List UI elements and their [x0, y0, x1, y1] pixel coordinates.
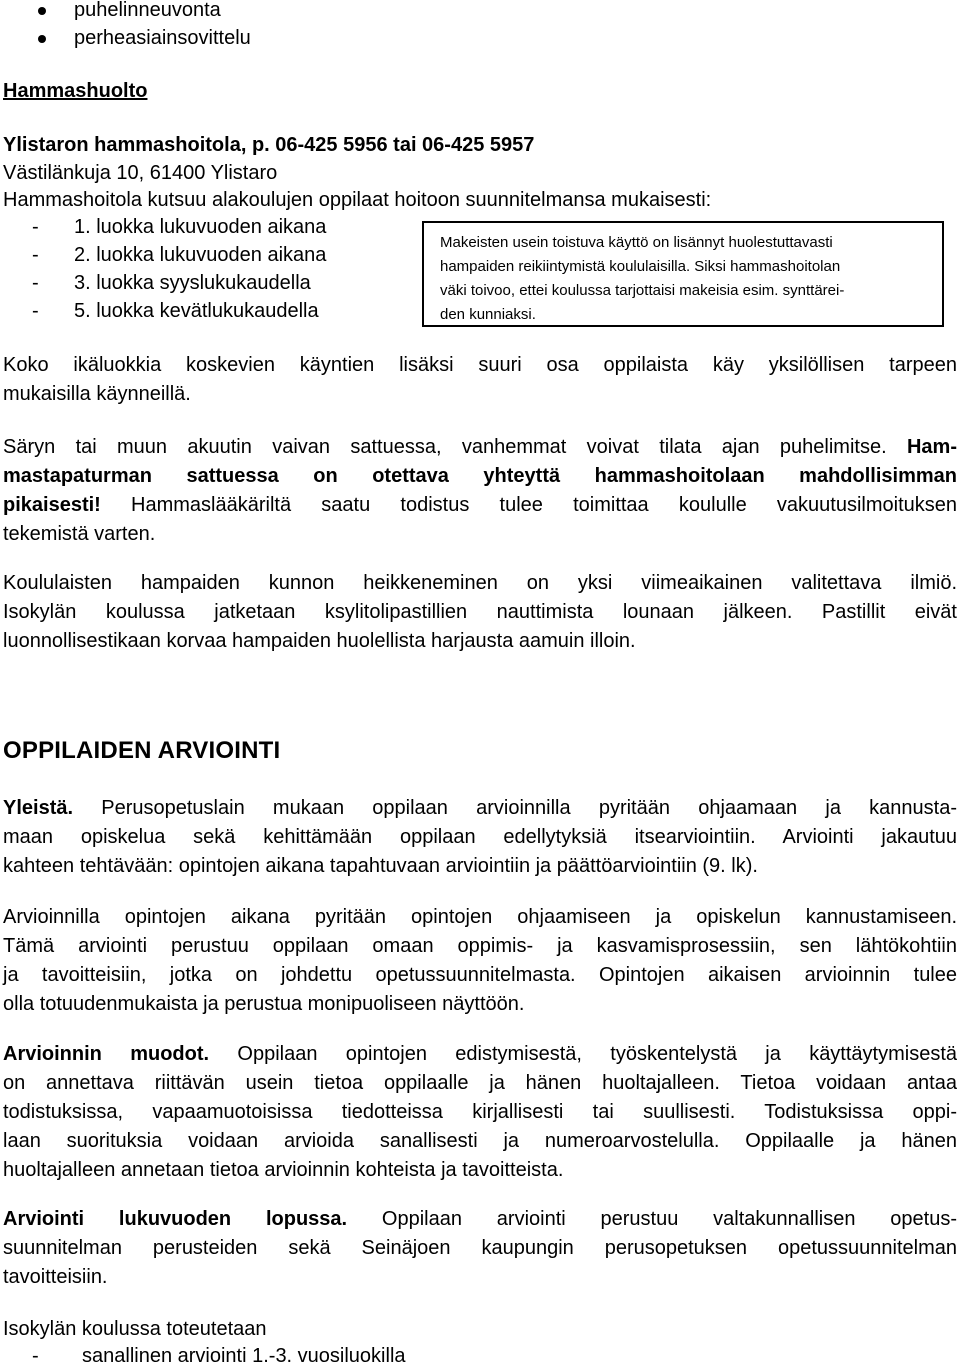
list-item: - sanallinen arviointi 1.-3. vuosiluokilla	[32, 1345, 406, 1367]
list-item: - 3. luokka syyslukukaudella	[32, 272, 311, 294]
paragraph-general: Yleistä. Perusopetuslain mukaan oppilaan arvioinnilla pyritään ohjaamaan ja kannusta- maan opiskelua sekä kehittämään oppilaan edellytyksiä itsearviointiin. Arviointi jakautuu kahteen tehtävään: opintojen aikana tapahtuvaan arviointiin ja päättöarviointiin (9. lk).	[3, 797, 957, 877]
list-item: puhelinneuvonta	[0, 0, 251, 24]
callout-line: den kunniaksi.	[440, 306, 536, 323]
list-item: - 2. luokka lukuvuoden aikana	[32, 244, 327, 266]
callout-box	[422, 221, 944, 327]
bullet-icon	[38, 35, 46, 43]
bullet-icon	[38, 7, 46, 15]
paragraph-visits: Koko ikäluokkia koskevien käyntien lisäksi suuri osa oppilaista käy yksilöllisen tarpeen mukaisilla käynneillä.	[3, 354, 957, 405]
paragraph-year-end: Arviointi lukuvuoden lopussa. Oppilaan arviointi perustuu valtakunnallisen opetus- suunnitelman perusteiden sekä Seinäjoen kaupungin perusopetuksen opetussuunnitelman tavoitteisiin.	[3, 1208, 957, 1288]
bullet-list	[0, 0, 251, 52]
paragraph-teeth: Koululaisten hampaiden kunnon heikkeneminen on yksi viimeaikainen valitettava ilmiö. Isokylän koulussa jatketaan ksylitolipastillien nauttimista lounaan jälkeen. Pastillit eivät luonnollisestikaan korvaa hampaiden huolellista harjausta aamuin illoin.	[3, 572, 957, 652]
list-item: - 1. luokka lukuvuoden aikana	[32, 216, 327, 238]
clinic-name-phone: Ylistaron hammashoitola, p. 06-425 5956 tai 06-425 5957	[3, 134, 535, 156]
list-item: perheasiainsovittelu	[0, 24, 251, 52]
section-title: Hammashuolto	[3, 80, 148, 102]
paragraph-forms: Arvioinnin muodot. Oppilaan opintojen edistymisestä, työskentelystä ja käyttäytymisestä on annettava riittävän usein tietoa oppilaalle ja hänen huoltajalleen. Tietoa voidaan antaa todistuksissa, vapaamuotoisissa tiedotteissa kirjallisesti tai suullisesti. Todistuksissa oppi- laan suorituksia voidaan arvioida sanallisesti ja numeroarvostelulla. Oppilaalle ja hänen huoltajalleen annetaan tietoa arvioinnin kohteista ja tavoitteista.	[3, 1043, 958, 1181]
paragraph-isokyla-intro: Isokylän koulussa toteutetaan	[3, 1318, 267, 1340]
clinic-intro: Hammashoitola kutsuu alakoulujen oppilaat hoitoon suunnitelmansa mukaisesti:	[3, 189, 712, 211]
paragraph-during: Arvioinnilla opintojen aikana pyritään opintojen ohjaamiseen ja opiskelun kannustamiseen. Tämä arviointi perustuu oppilaan omaan oppimis- ja kasvamisprosessiin, sen lähtökohtiin ja tavoitteisiin, jotka on johdettu opetussuunnitelmasta. Opintojen aikaisen arvioinnin tulee olla totuudenmukaista ja perustua monipuoliseen näyttöön.	[3, 906, 957, 1015]
page-heading: OPPILAIDEN ARVIOINTI	[3, 737, 281, 764]
callout-line: Makeisten usein toistuva käyttö on lisännyt huolestuttavasti	[440, 234, 833, 251]
clinic-address: Västilänkuja 10, 61400 Ylistaro	[3, 162, 278, 184]
callout-line: väki toivoo, ettei koulussa tarjottaisi makeisia esim. synttärei-	[440, 282, 845, 299]
callout-line: hampaiden reikiintymistä koululaisilla. Siksi hammashoitolan	[440, 258, 841, 275]
paragraph-pain: Säryn tai muun akuutin vaivan sattuessa, vanhemmat voivat tilata ajan puhelimitse. Ham- mastapaturman sattuessa on otettava yhteyttä hammashoitolaan mahdollisimman pikaisesti! Hammaslääkäriltä saatu todistus tulee toimittaa koululle vakuutusilmoituksen tekemistä varten.	[3, 436, 957, 545]
list-item: - 5. luokka kevätlukukaudella	[32, 300, 319, 322]
